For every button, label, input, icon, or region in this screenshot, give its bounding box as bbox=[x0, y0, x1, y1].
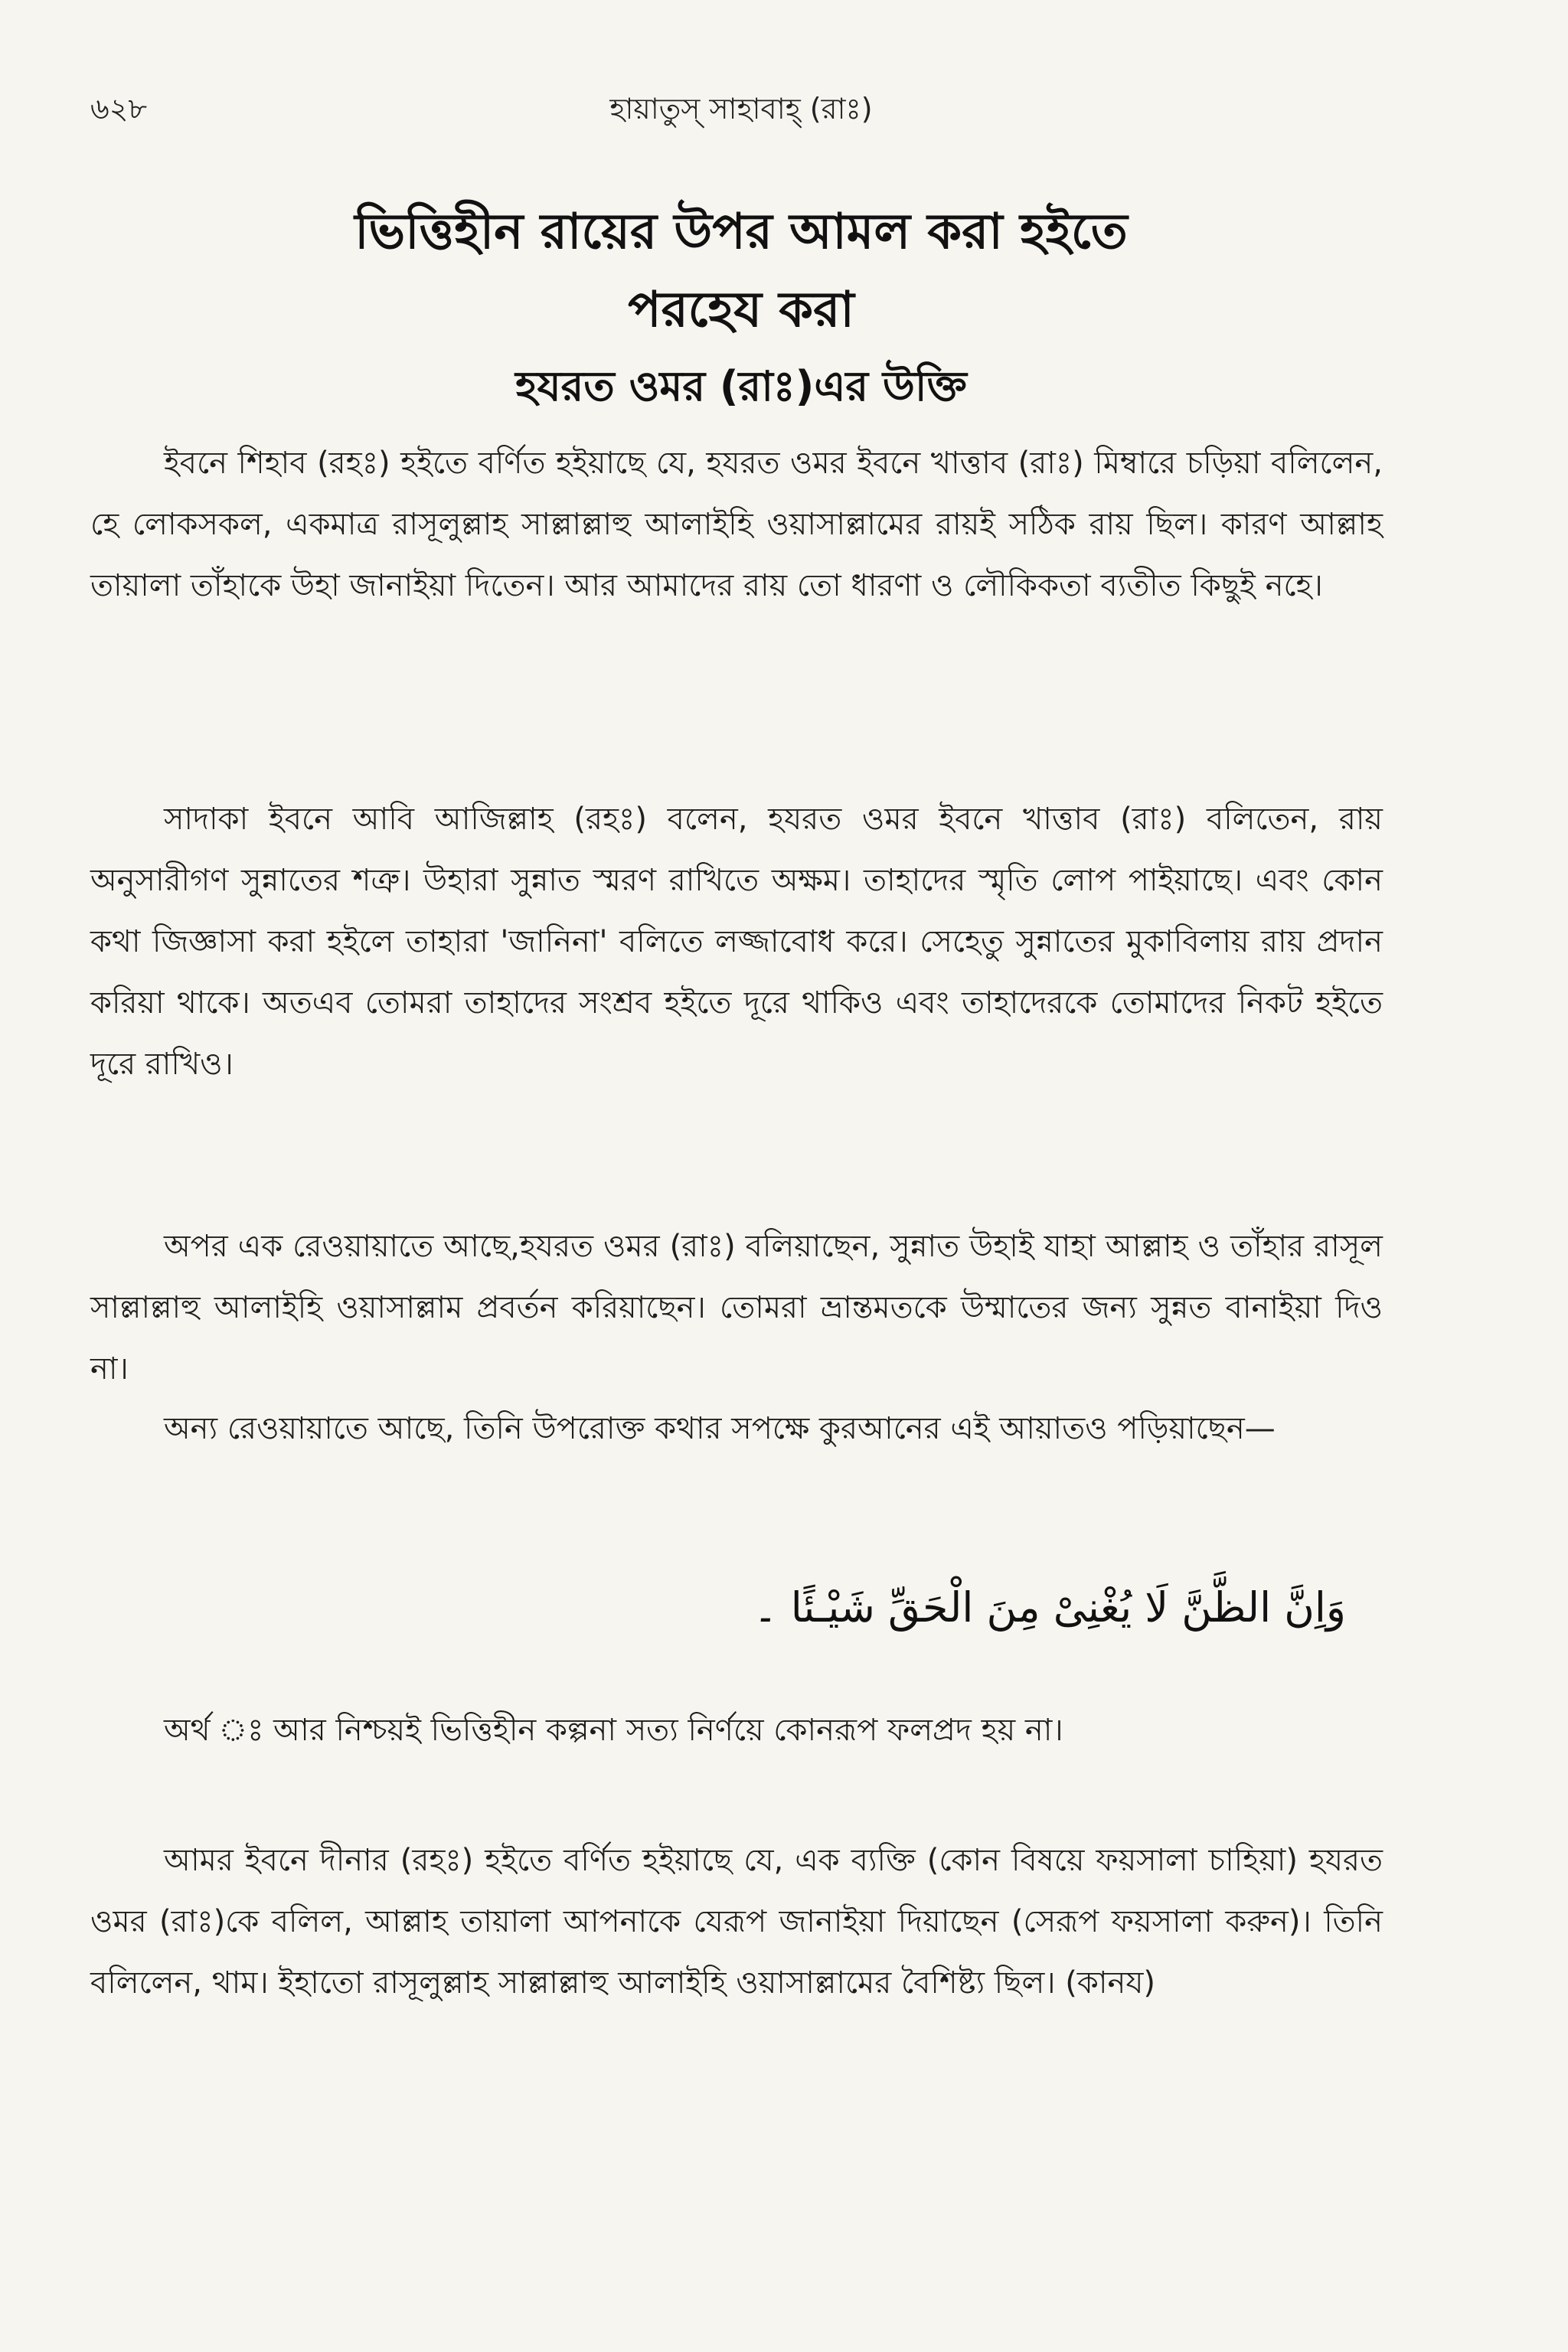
running-head bbox=[90, 86, 1392, 132]
body-paragraph: অপর এক রেওয়ায়াতে আছে,হযরত ওমর (রাঃ) বলিয়াছেন, সুন্নাত উহাই যাহা আল্লাহ ও তাঁহার রাসূল সাল্লাল্লাহু আলাইহি ওয়াসাল্লাম প্রবর্তন করিয়াছেন। তোমরা ভ্রান্তমতকে উম্মাতের জন্য সুন্নত বানাইয়া দিও না। bbox=[90, 1229, 1383, 1387]
body-paragraph: সাদাকা ইবনে আবি আজিল্লাহ (রহঃ) বলেন, হযরত ওমর ইবনে খাত্তাব (রাঃ) বলিতেন, রায় অনুসারীগণ সুন্নাতের শত্রু। উহারা সুন্নাত স্মরণ রাখিতে অক্ষম। তাহাদের স্মৃতি লোপ পাইয়াছে। এবং কোন কথা জিজ্ঞাসা করা হইলে তাহারা 'জানিনা' বলিতে লজ্জাবোধ করে। সেহেতু সুন্নাতের মুকাবিলায় রায় প্রদান করিয়া থাকে। অতএব তোমরা তাহাদের সংশ্রব হইতে দূরে থাকিও এবং তাহাদেরকে তোমাদের নিকট হইতে দূরে রাখিও। bbox=[90, 802, 1383, 1082]
chapter-heading-line-2: পরহেয করা bbox=[628, 282, 854, 338]
page-number: ৬২৮ bbox=[90, 92, 148, 126]
running-title: হায়াতুস্ সাহাবাহ্ (রাঃ) bbox=[609, 92, 873, 126]
body-paragraph: আমর ইবনে দীনার (রহঃ) হইতে বর্ণিত হইয়াছে যে, এক ব্যক্তি (কোন বিষয়ে ফয়সালা চাহিয়া) হযরত ওমর (রাঃ)কে বলিল, আল্লাহ তায়ালা আপনাকে যেরূপ জানাইয়া দিয়াছেন (সেরূপ ফয়সালা করুন)। তিনি বলিলেন, থাম। ইহাতো রাসূলুল্লাহ সাল্লাল্লাহু আলাইহি ওয়াসাল্লামের বৈশিষ্ট্য ছিল। (কানয) bbox=[90, 1843, 1383, 2001]
arabic-quran-verse: وَاِنَّ الظَّنَّ لَا يُغْنِىْ مِنَ الْحَقِّ شَيْـئًا ۔ bbox=[753, 1583, 1346, 1632]
body-paragraph: ইবনে শিহাব (রহঃ) হইতে বর্ণিত হইয়াছে যে, হযরত ওমর ইবনে খাত্তাব (রাঃ) মিম্বারে চড়িয়া বলিলেন, হে লোকসকল, একমাত্র রাসূলুল্লাহ সাল্লাল্লাহু আলাইহি ওয়াসাল্লামের রায়ই সঠিক রায় ছিল। কারণ আল্লাহ তায়ালা তাঁহাকে উহা জানাইয়া দিতেন। আর আমাদের রায় তো ধারণা ও লৌকিকতা ব্যতীত কিছুই নহে। bbox=[90, 446, 1383, 603]
section-subheading: হযরত ওমর (রাঃ)এর উক্তি bbox=[515, 362, 967, 410]
verse-translation: অর্থ ঃ আর নিশ্চয়ই ভিত্তিহীন কল্পনা সত্য নির্ণয়ে কোনরূপ ফলপ্রদ হয় না। bbox=[164, 1713, 1063, 1748]
body-paragraph: অন্য রেওয়ায়াতে আছে, তিনি উপরোক্ত কথার সপক্ষে কুরআনের এই আয়াতও পড়িয়াছেন— bbox=[164, 1411, 1276, 1446]
chapter-heading-line-1: ভিত্তিহীন রায়ের উপর আমল করা হইতে bbox=[354, 204, 1128, 260]
